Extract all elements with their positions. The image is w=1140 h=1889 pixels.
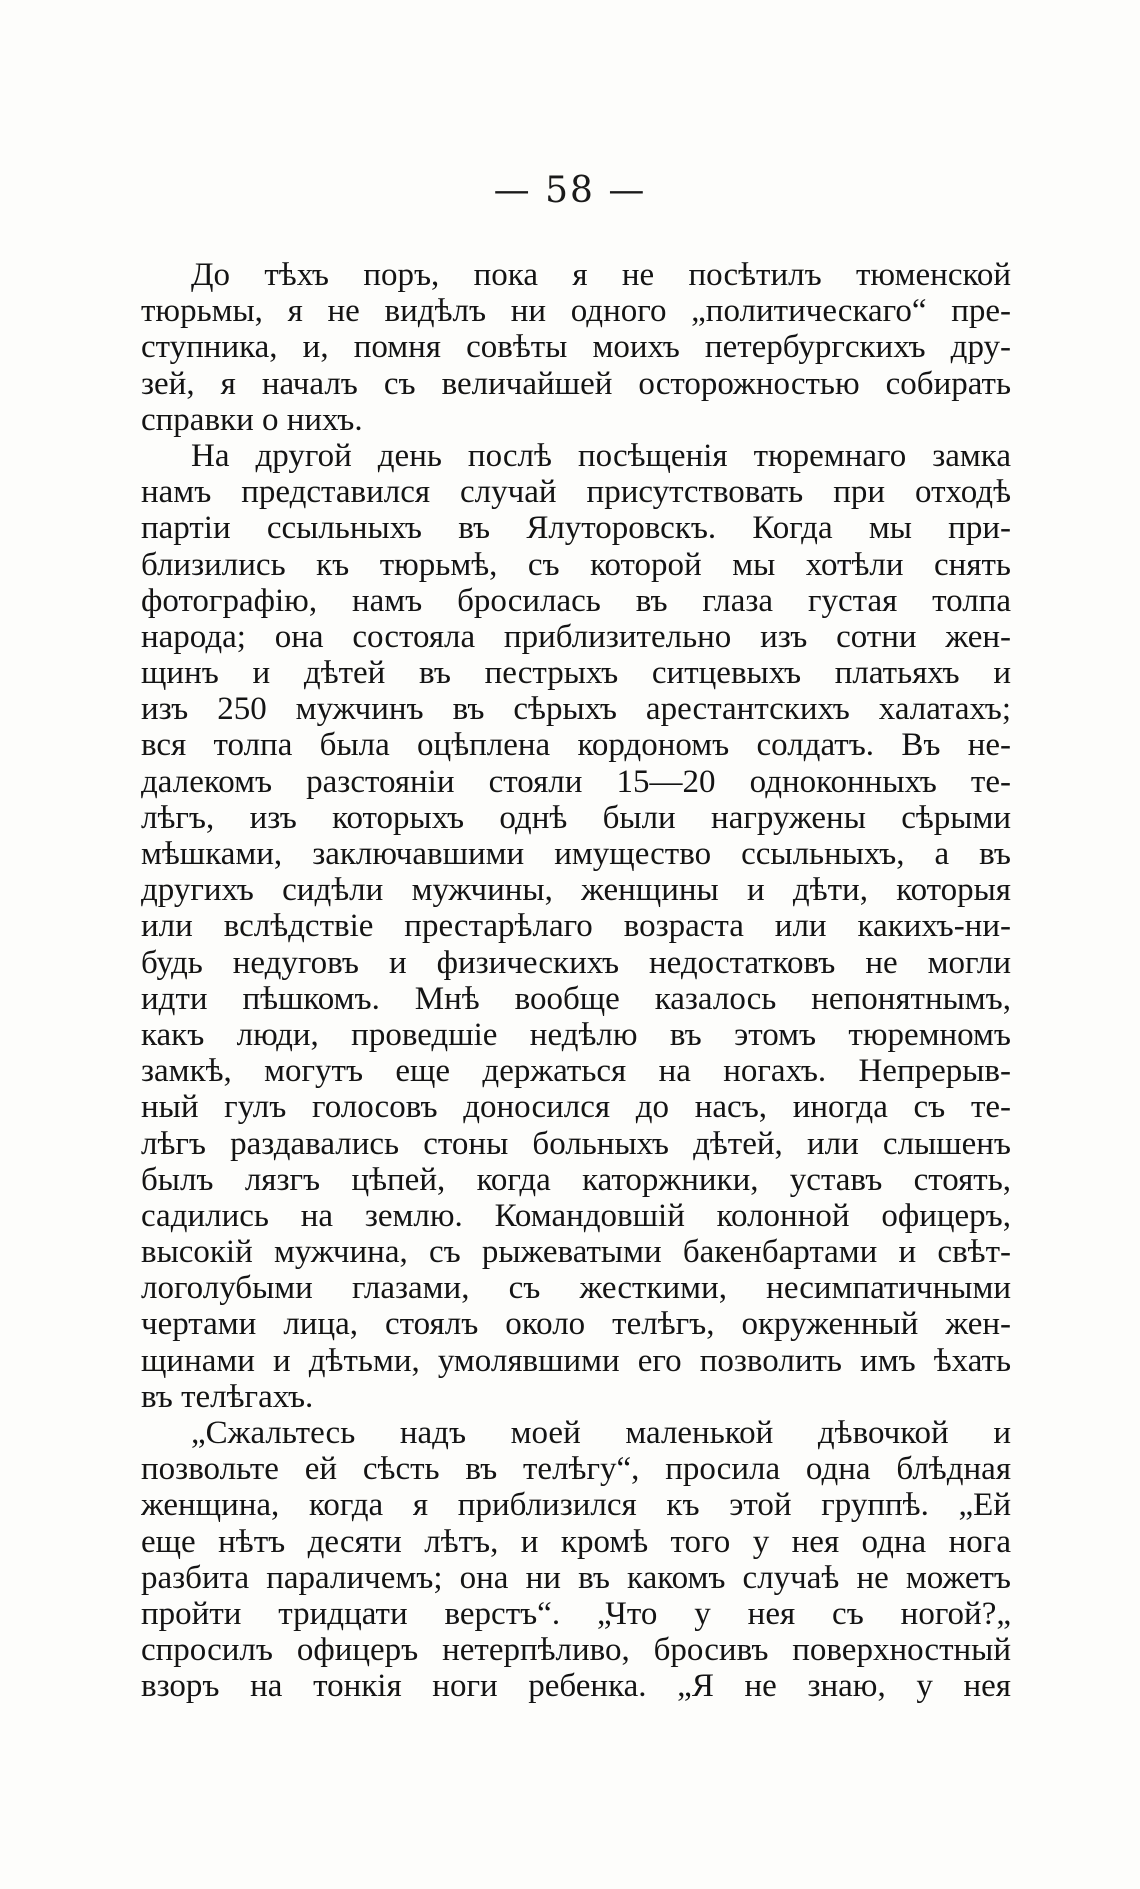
text-line: замкѣ, могутъ еще держаться на ногахъ. Непрерыв- [141,1053,1011,1090]
text-line: лѣгъ, изъ которыхъ однѣ были нагружены сѣрыми [141,799,1011,836]
text-line: какъ люди, проведшіе недѣлю въ этомъ тюремномъ [141,1016,1011,1053]
text-line: намъ представился случай присутствовать при отходѣ [141,474,1011,511]
text-line: еще нѣтъ десяти лѣтъ, и кромѣ того у нея одна нога [141,1523,1011,1560]
text-line: фотографію, намъ бросилась въ глаза густая толпа [141,582,1011,619]
page-number: — 58 — [493,170,647,211]
text-line: изъ 250 мужчинъ въ сѣрыхъ арестантскихъ халатахъ; [141,691,1011,728]
text-line: былъ лязгъ цѣпей, когда каторжники, уставъ стоять, [141,1161,1011,1198]
text-line: пройти тридцати верстъ“. „Что у нея съ ногой?„ [141,1595,1011,1632]
text-line: На другой день послѣ посѣщенія тюремнаго замка [191,437,1011,474]
text-line: До тѣхъ поръ, пока я не посѣтилъ тюменской [191,257,1011,293]
text-line: взоръ на тонкія ноги ребенка. „Я не знаю, у нея [141,1668,1011,1705]
text-line: щинами и дѣтьми, умолявшими его позволить имъ ѣхать [141,1342,1011,1379]
text-line: женщина, когда я приблизился къ этой группѣ. „Ей [141,1487,1011,1524]
text-line: будь недуговъ и физическихъ недостатковъ не могли [141,944,1011,981]
body-text [141,257,1011,1705]
text-line: ный гулъ голосовъ доносился до насъ, иногда съ те- [141,1089,1011,1126]
text-line: лѣгъ раздавались стоны больныхъ дѣтей, или слышенъ [141,1125,1011,1162]
text-line: высокій мужчина, съ рыжеватыми бакенбартами и свѣт- [141,1234,1011,1271]
text-line: далекомъ разстояніи стояли 15—20 одноконныхъ те- [141,763,1011,800]
text-line: ступника, и, помня совѣты моихъ петербургскихъ дру- [141,329,1011,366]
text-line: позвольте ей сѣсть въ телѣгу“, просила одна блѣдная [141,1451,1011,1488]
text-line: чертами лица, стоялъ около телѣгъ, окруженный жен- [141,1306,1011,1343]
text-line: разбита параличемъ; она ни въ какомъ случаѣ не можетъ [141,1559,1011,1596]
text-line: народа; она состояла приблизительно изъ сотни жен- [141,618,1011,655]
text-line: вся толпа была оцѣплена кордономъ солдатъ. Въ не- [141,727,1011,764]
text-line: близились къ тюрьмѣ, съ которой мы хотѣли снять [141,546,1011,583]
text-line: тюрьмы, я не видѣлъ ни одного „политическаго“ пре- [141,293,1011,330]
text-line: логолубыми глазами, съ жесткими, несимпатичными [141,1270,1011,1307]
text-line: партіи ссыльныхъ въ Ялуторовскъ. Когда мы при- [141,510,1011,547]
text-line: справки о нихъ. [141,401,363,438]
text-line: зей, я началъ съ величайшей осторожностью собирать [141,365,1011,402]
text-line: садились на землю. Командовшій колонной офицеръ, [141,1197,1011,1234]
text-line: другихъ сидѣли мужчины, женщины и дѣти, которыя [141,872,1011,909]
text-line: мѣшками, заключавшими имущество ссыльныхъ, а въ [141,836,1011,872]
text-line: идти пѣшкомъ. Мнѣ вообще казалось непонятнымъ, [141,980,1011,1017]
text-line: спросилъ офицеръ нетерпѣливо, бросивъ поверхностный [141,1632,1011,1669]
text-line: или вслѣдствіе престарѣлаго возраста или какихъ-ни- [141,908,1011,945]
text-line: щинъ и дѣтей въ пестрыхъ ситцевыхъ платьяхъ и [141,655,1011,692]
text-line: въ телѣгахъ. [141,1378,314,1415]
text-line: „Сжальтесь надъ моей маленькой дѣвочкой и [191,1415,1011,1451]
